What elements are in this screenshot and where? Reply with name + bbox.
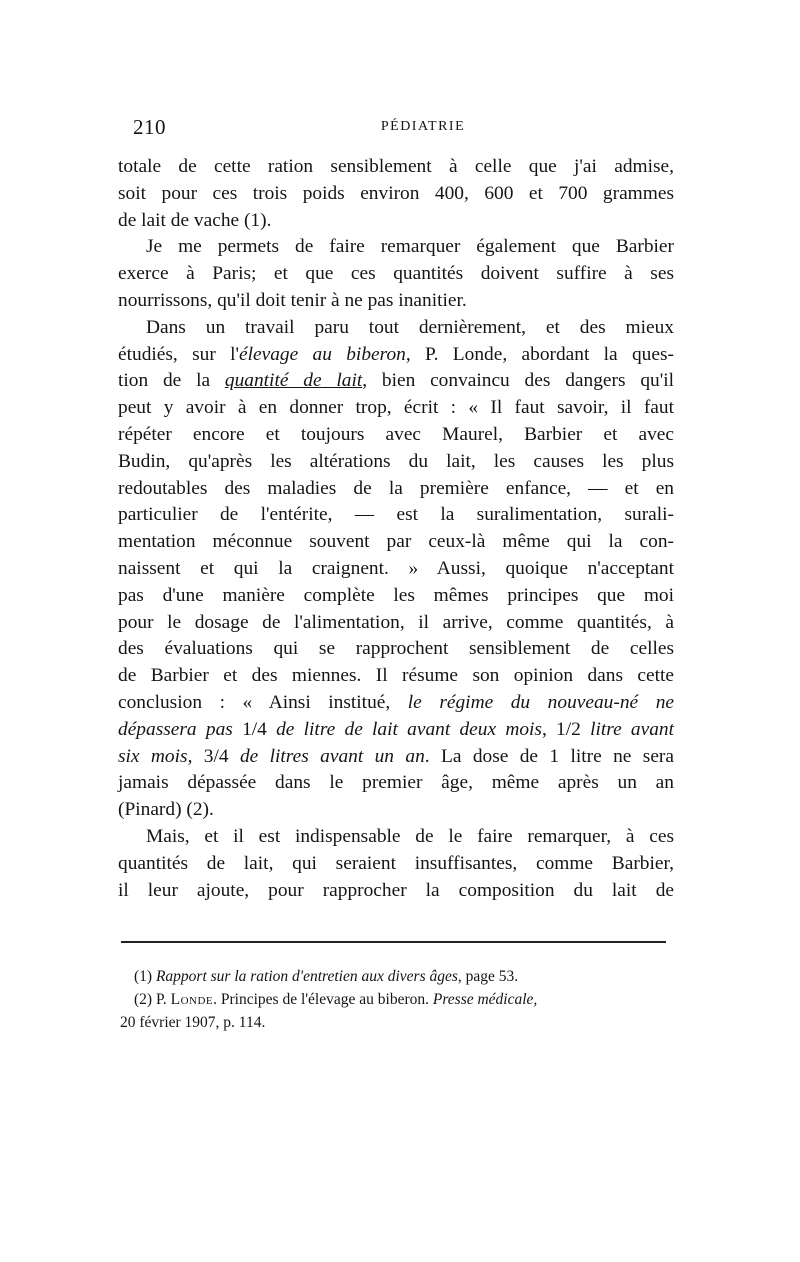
paragraph-4 <box>118 824 674 904</box>
author-name: Londe <box>170 991 214 1008</box>
text-run: . La dose de 1 litre ne sera <box>424 745 674 767</box>
text-line: peut y avoir à en donner trop, écrit : « Il faut savoir, il faut <box>118 397 674 419</box>
text-line <box>118 342 674 369</box>
text-run: , P. Londe, abordant la ques- <box>405 343 674 365</box>
text-run: , 1/2 <box>541 718 591 740</box>
text-line <box>118 744 674 771</box>
text-run: 1/4 <box>232 718 277 740</box>
text-line: (Pinard) (2). <box>118 799 214 821</box>
text-line <box>118 717 674 744</box>
text-line: de Barbier et des miennes. Il résume son opinion dans cette <box>118 665 674 687</box>
text-line: particulier de l'entérite, — est la suralimentation, surali- <box>118 504 674 526</box>
footnote-divider <box>121 941 666 943</box>
italic-quote: litre avant <box>590 718 674 740</box>
italic-quote: dépassera pas <box>118 718 233 740</box>
text-line: jamais dépassée dans le premier âge, même après un an <box>118 772 674 794</box>
text-line: nourrissons, qu'il doit tenir à ne pas inanitier. <box>118 289 467 311</box>
body-text <box>118 154 674 904</box>
paragraph-3 <box>118 315 674 824</box>
italic-journal: Presse médicale, <box>432 991 538 1008</box>
page-number: 210 <box>133 115 166 139</box>
text-line: redoutables des maladies de la première enfance, — et en <box>118 477 674 499</box>
text-line: il leur ajoute, pour rapprocher la composition du lait de <box>118 879 674 901</box>
italic-quote: le régime du nouveau-né ne <box>407 691 674 713</box>
text-line: répéter encore et toujours avec Maurel, Barbier et avec <box>118 423 674 445</box>
text-line: pour le dosage de l'alimentation, il arrive, comme quantités, à <box>118 611 674 633</box>
running-head: PÉDIATRIE <box>380 119 466 134</box>
text-line: Budin, qu'après les altérations du lait, les causes les plus <box>118 450 674 472</box>
footnote-number: (2) P. <box>134 991 171 1008</box>
text-line: soit pour ces trois poids environ 400, 600 et 700 grammes <box>118 182 674 204</box>
text-line: totale de cette ration sensiblement à celle que j'ai admise, <box>118 156 674 177</box>
text-line: Dans un travail paru tout dernièrement, et des mieux <box>146 316 674 338</box>
text-line: mentation méconnue souvent par ceux-là même qui la con- <box>118 531 674 553</box>
paragraph-2 <box>118 234 674 314</box>
footnote-2 <box>120 988 675 1011</box>
text-line: des évaluations qui se rapprochent sensiblement de celles <box>118 638 674 660</box>
footnote-number: (1) <box>134 968 156 985</box>
text-line: Je me permets de faire remarquer également que Barbier <box>146 236 674 258</box>
italic-title: élevage au biberon <box>239 343 406 365</box>
text-line: exerce à Paris; et que ces quantités doivent suffire à ses <box>118 263 674 285</box>
text-run: , 3/4 <box>187 745 240 767</box>
text-run: tion de la <box>118 370 225 392</box>
footnote-2-continued: 20 février 1907, p. 114. <box>120 1014 266 1031</box>
paragraph-1 <box>118 154 674 234</box>
italic-quote: six mois <box>118 745 188 767</box>
text-run: , page 53. <box>457 968 519 985</box>
page-header <box>133 115 673 145</box>
text-line: quantités de lait, qui seraient insuffisantes, comme Barbier, <box>118 852 674 874</box>
italic-quote: de litre de lait avant deux mois <box>276 718 542 740</box>
text-line: de lait de vache (1). <box>118 209 272 231</box>
text-line <box>118 690 674 717</box>
footnotes <box>120 965 675 1034</box>
text-line: pas d'une manière complète les mêmes principes que moi <box>118 584 674 606</box>
text-line: Mais, et il est indispensable de le faire remarquer, à ces <box>146 825 674 847</box>
text-line: naissent et qui la craignent. » Aussi, quoique n'acceptant <box>118 557 674 579</box>
italic-underlined-term: quantité de lait <box>224 370 363 392</box>
text-run: . Principes de l'élevage au biberon. <box>213 991 433 1008</box>
text-line <box>118 368 674 395</box>
text-run: conclusion : « Ainsi institué, <box>118 691 408 713</box>
italic-quote: de litres avant un an <box>239 745 425 767</box>
italic-title: Rapport sur la ration d'entretien aux divers âges <box>155 968 458 985</box>
text-run: , bien convaincu des dangers qu'il <box>362 370 674 392</box>
footnote-1 <box>120 965 675 988</box>
text-run: étudiés, sur l' <box>118 343 239 365</box>
